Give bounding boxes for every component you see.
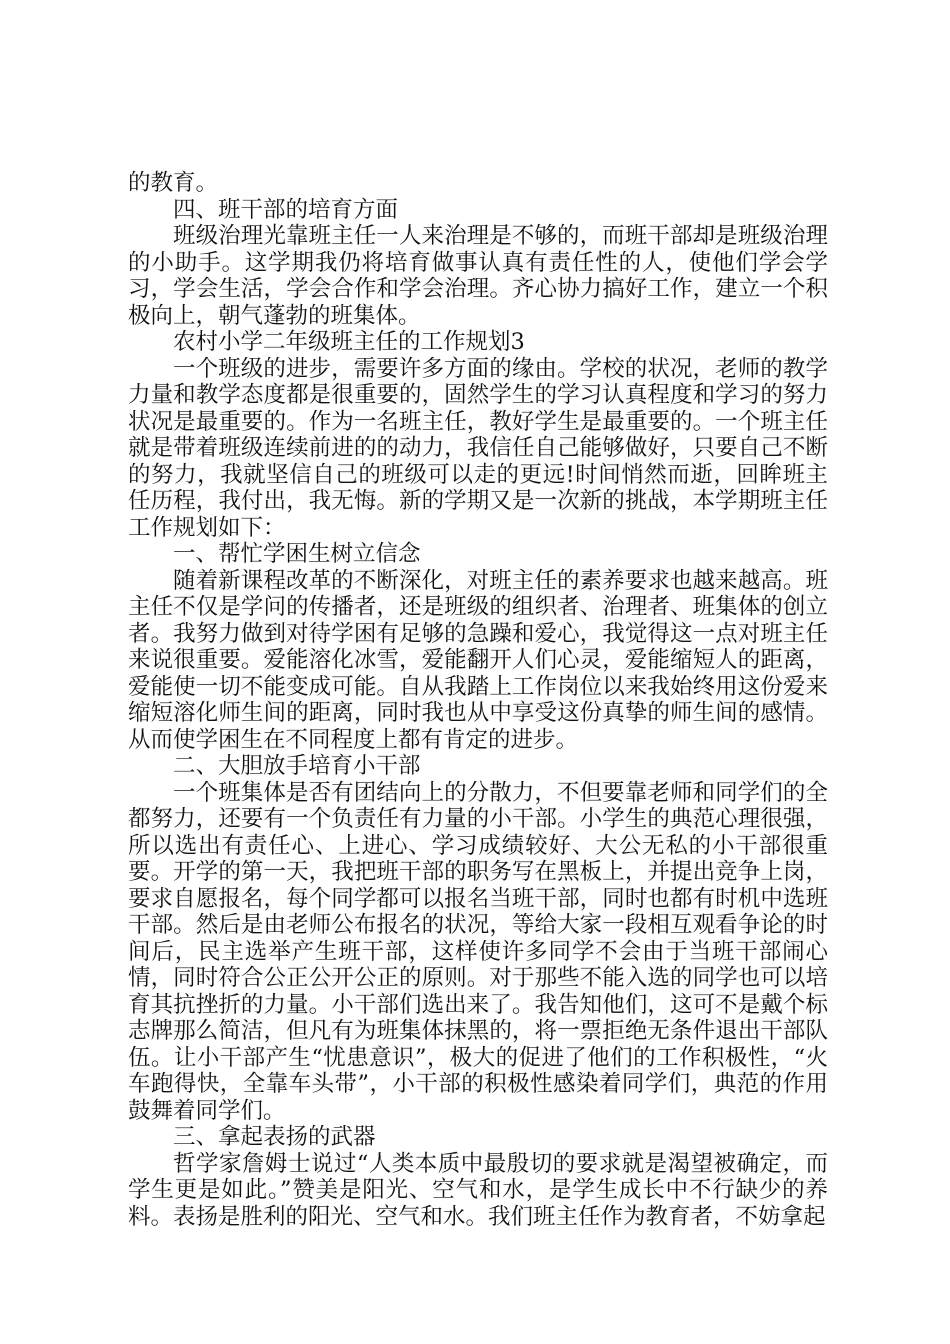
paragraph-plan-intro: 一个班级的进步，需要许多方面的缘由。学校的状况，老师的教学力量和教学态度都是很重要的，固然学生的学习认真程度和学习的努力状况是最重要的。作为一名班主任，教好学生是最重要的。一个班主任就是带着班级连续前进的的动力，我信任自己能够做好，只要自己不断的努力，我就坚信自己的班级可以走的更远!时间悄然而逝，回眸班主任历程，我付出，我无悔。新的学期又是一次新的挑战，本学期班主任工作规划如下： bbox=[128, 355, 828, 541]
document-body bbox=[128, 170, 828, 1230]
paragraph-continuation: 的教育。 bbox=[128, 170, 219, 196]
document-title-plan-3: 农村小学二年级班主任的工作规划3 bbox=[173, 329, 525, 355]
section-heading-praise: 三、拿起表扬的武器 bbox=[173, 1124, 376, 1150]
section-heading-class-cadre-training: 四、班干部的培育方面 bbox=[173, 196, 399, 223]
section-heading-train-small-cadres: 二、大胆放手培育小干部 bbox=[173, 753, 421, 779]
paragraph-help-struggling-students: 随着新课程改革的不断深化，对班主任的素养要求也越来越高。班主任不仅是学问的传播者，还是班级的组织者、治理者、班集体的创立者。我努力做到对待学困有足够的急躁和爱心，我觉得这一点对班主任来说很重要。爱能溶化冰雪，爱能翻开人们心灵，爱能缩短人的距离，爱能使一切不能变成可能。自从我踏上工作岗位以来我始终用这份爱来缩短溶化师生间的距离，同时我也从中享受这份真挚的师生间的感情。从而使学困生在不同程度上都有肯定的进步。 bbox=[128, 567, 828, 753]
paragraph-class-cadre-training: 班级治理光靠班主任一人来治理是不够的，而班干部却是班级治理的小助手。这学期我仍将培育做事认真有责任性的人，使他们学会学习，学会生活，学会合作和学会治理。齐心协力搞好工作，建立一个积极向上，朝气蓬勃的班集体。 bbox=[128, 223, 828, 329]
paragraph-praise: 哲学家詹姆士说过“人类本质中最殷切的要求就是渴望被确定，而学生更是如此。”赞美是阳光、空气和水，是学生成长中不行缺少的养料。表扬是胜利的阳光、空气和水。我们班主任作为教育者，不妨拿起 bbox=[128, 1150, 828, 1230]
section-heading-help-struggling-students: 一、帮忙学困生树立信念 bbox=[173, 541, 421, 567]
paragraph-train-small-cadres: 一个班集体是否有团结向上的分散力，不但要靠老师和同学们的全都努力，还要有一个负责任有力量的小干部。小学生的典范心理很强，所以选出有责任心、上进心、学习成绩较好、大公无私的小干部很重要。开学的第一天，我把班干部的职务写在黑板上，并提出竞争上岗，要求自愿报名，每个同学都可以报名当班干部，同时也都有时机中选班干部。然后是由老师公布报名的状况，等给大家一段相互观看争论的时间后，民主选举产生班干部，这样使许多同学不会由于当班干部闹心情，同时符合公正公开公正的原则。对于那些不能入选的同学也可以培育其抗挫折的力量。小干部们选出来了。我告知他们，这可不是戴个标志牌那么简洁，但凡有为班集体抹黑的，将一票拒绝无条件退出干部队伍。让小干部产生“忧患意识”，极大的促进了他们的工作积极性，“火车跑得快，全靠车头带”，小干部的积极性感染着同学们，典范的作用鼓舞着同学们。 bbox=[128, 779, 828, 1124]
